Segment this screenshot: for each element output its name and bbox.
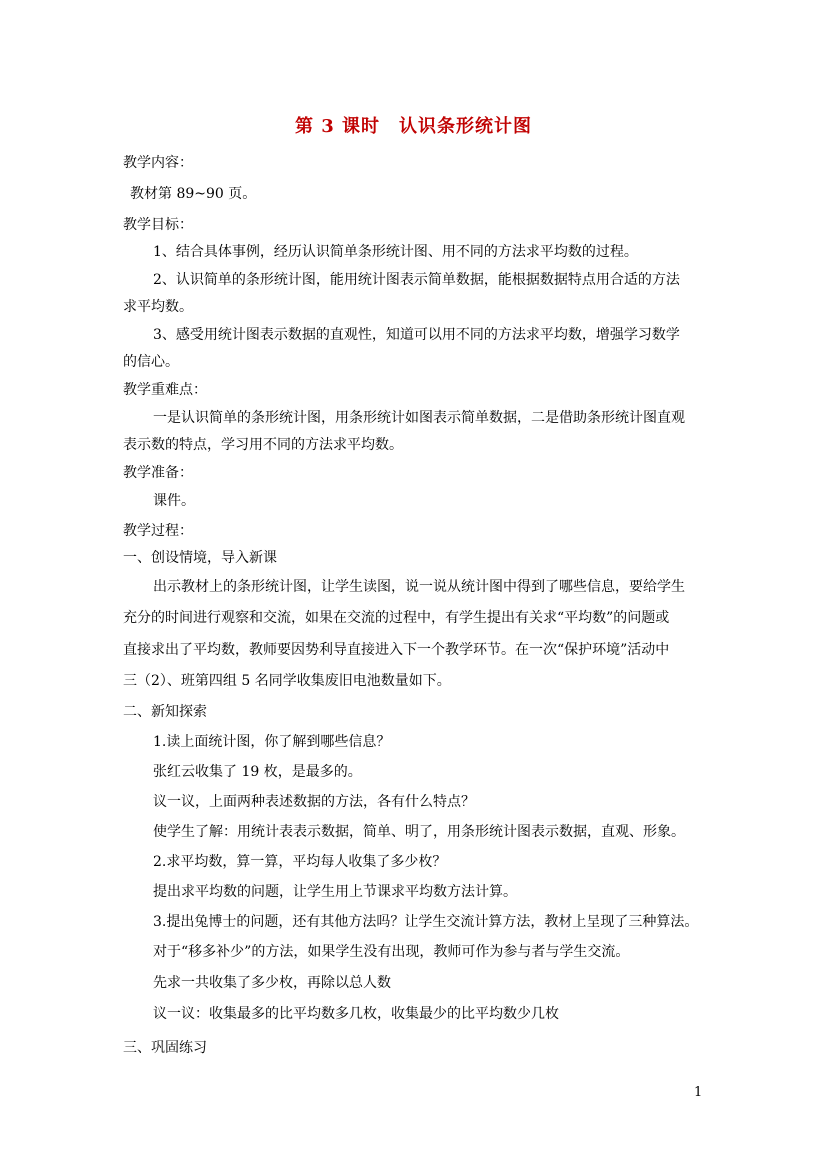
- key-points-line2: 表示数的特点，学习用不同的方法求平均数。: [123, 437, 403, 453]
- page-title: 第 3 课时 认识条形统计图: [294, 116, 533, 137]
- objective-3-line2: 的信心。: [123, 354, 179, 370]
- section-1-para-line4: 三（2）、班第四组 5 名同学收集废旧电池数量如下。: [123, 673, 451, 689]
- objective-2-line1: 2、认识简单的条形统计图，能用统计图表示简单数据，能根据数据特点用合适的方法: [153, 272, 680, 288]
- heading-content: 教学内容：: [123, 155, 193, 171]
- objective-1: 1、结合具体事例，经历认识简单条形统计图、用不同的方法求平均数的过程。: [153, 244, 638, 260]
- step-2-text: 提出求平均数的问题，让学生用上节课求平均数方法计算。: [153, 884, 517, 900]
- heading-key-points: 教学重难点：: [123, 382, 207, 398]
- section-1-heading: 一、创设情境，导入新课: [123, 550, 277, 566]
- step-2-question: 2.求平均数，算一算，平均每人收集了多少枚？: [153, 854, 447, 870]
- step-3-text: 对于“移多补少”的方法，如果学生没有出现，教师可作为参与者与学生交流。: [153, 944, 630, 960]
- page-number: 1: [694, 1085, 703, 1100]
- section-3-heading: 三、巩固练习: [123, 1040, 207, 1056]
- text-pages: 教材第 89~90 页。: [130, 186, 257, 202]
- preparation-text: 课件。: [153, 493, 195, 509]
- section-1-para-line1: 出示教材上的条形统计图，让学生读图，说一说从统计图中得到了哪些信息，要给学生: [153, 579, 685, 595]
- step-1-answer: 张红云收集了 19 枚，是最多的。: [153, 764, 362, 780]
- step-3-discuss: 议一议：收集最多的比平均数多几枚，收集最少的比平均数少几枚: [153, 1006, 559, 1022]
- key-points-line1: 一是认识简单的条形统计图，用条形统计如图表示简单数据，二是借助条形统计图直观: [153, 410, 685, 426]
- step-1-question: 1.读上面统计图，你了解到哪些信息？: [153, 734, 391, 750]
- step-1-summary: 使学生了解：用统计表表示数据，简单、明了，用条形统计图表示数据，直观、形象。: [153, 824, 685, 840]
- section-1-para-line3: 直接求出了平均数，教师要因势利导直接进入下一个教学环节。在一次“保护环境”活动中: [123, 642, 670, 658]
- heading-objectives: 教学目标：: [123, 217, 193, 233]
- step-3-question: 3.提出兔博士的问题，还有其他方法吗？让学生交流计算方法，教材上呈现了三种算法。: [153, 914, 699, 930]
- step-1-discuss: 议一议，上面两种表述数据的方法，各有什么特点？: [153, 794, 475, 810]
- section-1-para-line2: 充分的时间进行观察和交流，如果在交流的过程中，有学生提出有关求“平均数”的问题或: [123, 610, 670, 626]
- heading-process: 教学过程：: [123, 523, 193, 539]
- heading-preparation: 教学准备：: [123, 465, 193, 481]
- objective-3-line1: 3、感受用统计图表示数据的直观性，知道可以用不同的方法求平均数，增强学习数学: [153, 327, 680, 343]
- section-2-heading: 二、新知探索: [123, 704, 207, 720]
- objective-2-line2: 求平均数。: [123, 299, 193, 315]
- step-3-method: 先求一共收集了多少枚，再除以总人数: [153, 975, 391, 991]
